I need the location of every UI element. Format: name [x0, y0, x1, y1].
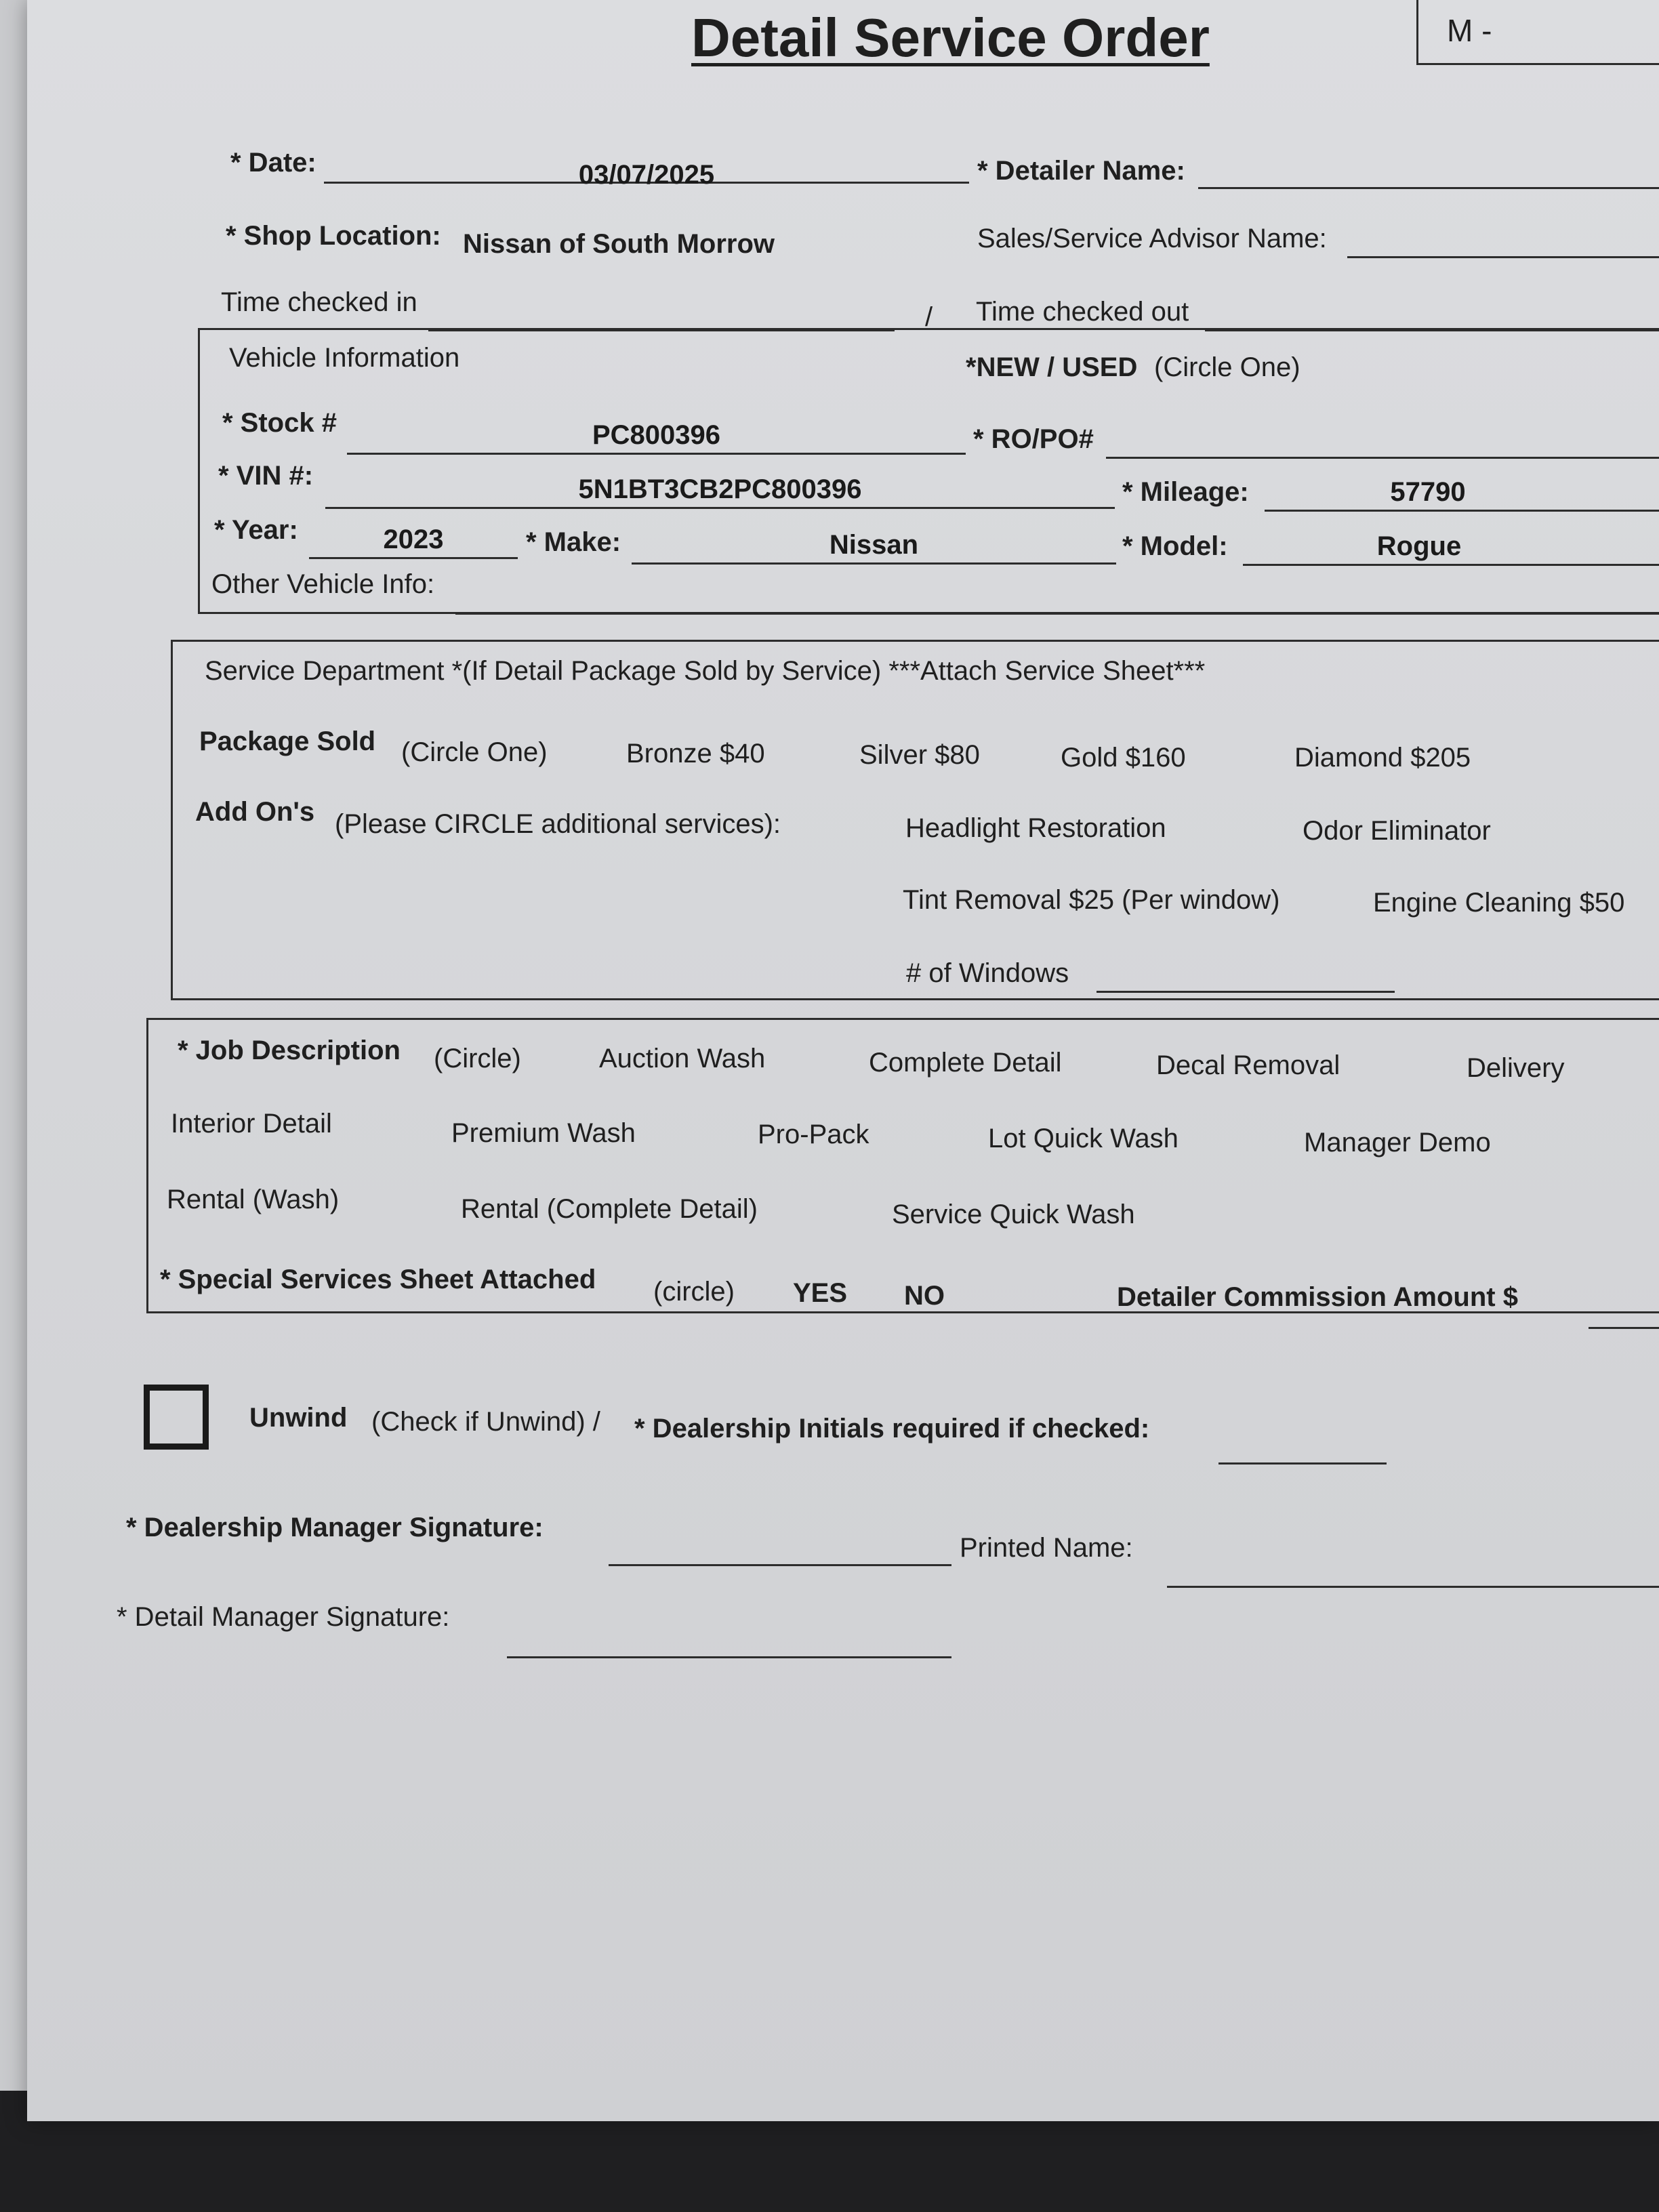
shop-location-value[interactable]: Nissan of South Morrow — [463, 229, 775, 259]
add-ons-hint: (Please CIRCLE additional services): — [335, 809, 781, 839]
addon-engine-cleaning[interactable]: Engine Cleaning $50 — [1373, 888, 1625, 918]
ropo-line[interactable] — [1106, 457, 1659, 459]
ropo-label: * RO/PO# — [973, 424, 1094, 454]
advisor-name-line[interactable] — [1347, 256, 1659, 258]
stock-line[interactable] — [347, 453, 966, 455]
other-info-label: Other Vehicle Info: — [211, 569, 435, 599]
job-description-label: * Job Description — [178, 1036, 401, 1065]
form-title: Detail Service Order — [691, 7, 1210, 68]
job-circle-hint: (Circle) — [434, 1044, 521, 1073]
addon-tint-removal[interactable]: Tint Removal $25 (Per window) — [903, 885, 1280, 915]
detailer-name-label: * Detailer Name: — [977, 156, 1185, 186]
package-diamond[interactable]: Diamond $205 — [1294, 743, 1471, 773]
unwind-label: Unwind — [249, 1403, 348, 1433]
job-lot-quick-wash[interactable]: Lot Quick Wash — [988, 1124, 1179, 1153]
package-sold-label: Package Sold — [199, 726, 376, 756]
windows-count-line[interactable] — [1097, 991, 1395, 993]
package-bronze[interactable]: Bronze $40 — [626, 739, 765, 769]
dealership-initials-label: * Dealership Initials required if checked: — [634, 1414, 1150, 1443]
shop-location-label: * Shop Location: — [226, 221, 441, 251]
job-delivery[interactable]: Delivery — [1467, 1053, 1565, 1083]
dealership-initials-line[interactable] — [1218, 1462, 1387, 1465]
package-circle-hint: (Circle One) — [401, 737, 548, 767]
special-services-yes[interactable]: YES — [793, 1278, 848, 1308]
make-line[interactable] — [632, 562, 1116, 565]
vehicle-info-label: Vehicle Information — [229, 343, 460, 373]
time-in-label: Time checked in — [221, 287, 417, 317]
unwind-checkbox[interactable] — [144, 1385, 209, 1450]
mileage-line[interactable] — [1265, 510, 1659, 512]
special-services-hint: (circle) — [653, 1277, 735, 1307]
make-label: * Make: — [526, 527, 621, 557]
vin-value[interactable]: 5N1BT3CB2PC800396 — [578, 474, 862, 504]
model-value[interactable]: Rogue — [1376, 531, 1462, 561]
model-label: * Model: — [1122, 531, 1228, 561]
package-silver[interactable]: Silver $80 — [859, 740, 980, 770]
service-heading: Service Department *(If Detail Package Sold by Service) ***Attach Service Sheet*** — [205, 656, 1206, 686]
job-complete-detail[interactable]: Complete Detail — [869, 1048, 1062, 1078]
add-ons-label: Add On's — [195, 797, 315, 827]
addon-headlight-restoration[interactable]: Headlight Restoration — [905, 813, 1166, 843]
package-gold[interactable]: Gold $160 — [1061, 743, 1186, 773]
year-label: * Year: — [214, 515, 298, 545]
stock-value[interactable]: PC800396 — [592, 420, 721, 450]
circle-one-hint: (Circle One) — [1154, 352, 1300, 382]
printed-name-label: Printed Name: — [960, 1533, 1133, 1563]
job-pro-pack[interactable]: Pro-Pack — [758, 1120, 869, 1149]
make-value[interactable]: Nissan — [829, 530, 919, 560]
detailer-name-line[interactable] — [1198, 187, 1659, 189]
time-separator: / — [925, 302, 933, 332]
mileage-value[interactable]: 57790 — [1390, 477, 1466, 507]
new-used-option[interactable]: *NEW / USED — [966, 352, 1138, 382]
other-info-line[interactable] — [455, 613, 1659, 615]
detail-manager-signature-line[interactable] — [507, 1656, 951, 1658]
special-services-label: * Special Services Sheet Attached — [160, 1265, 596, 1294]
job-service-quick-wash[interactable]: Service Quick Wash — [892, 1200, 1135, 1229]
special-services-no[interactable]: NO — [904, 1281, 945, 1311]
printed-name-line[interactable] — [1167, 1586, 1659, 1588]
job-decal-removal[interactable]: Decal Removal — [1156, 1050, 1340, 1080]
mileage-label: * Mileage: — [1122, 477, 1249, 507]
order-number-prefix: M - — [1447, 13, 1492, 48]
job-rental-complete-detail[interactable]: Rental (Complete Detail) — [461, 1194, 758, 1224]
commission-amount-line[interactable] — [1589, 1327, 1659, 1329]
year-value[interactable]: 2023 — [383, 525, 444, 554]
date-value[interactable]: 03/07/2025 — [578, 160, 715, 190]
job-interior-detail[interactable]: Interior Detail — [171, 1109, 332, 1139]
vin-line[interactable] — [325, 507, 1115, 509]
manager-signature-label: * Dealership Manager Signature: — [126, 1513, 544, 1542]
advisor-name-label: Sales/Service Advisor Name: — [977, 224, 1327, 253]
manager-signature-line[interactable] — [609, 1564, 951, 1566]
commission-amount-label: Detailer Commission Amount $ — [1117, 1282, 1518, 1312]
job-manager-demo[interactable]: Manager Demo — [1304, 1128, 1491, 1158]
year-line[interactable] — [309, 557, 518, 559]
addon-odor-eliminator[interactable]: Odor Eliminator — [1303, 816, 1491, 846]
job-rental-wash[interactable]: Rental (Wash) — [167, 1185, 340, 1214]
job-premium-wash[interactable]: Premium Wash — [451, 1118, 636, 1148]
time-out-label: Time checked out — [976, 297, 1189, 327]
stock-label: * Stock # — [222, 408, 337, 438]
detail-manager-signature-label: * Detail Manager Signature: — [117, 1602, 450, 1632]
unwind-hint: (Check if Unwind) / — [371, 1407, 600, 1437]
model-line[interactable] — [1243, 564, 1659, 566]
date-label: * Date: — [230, 148, 316, 178]
windows-count-label: # of Windows — [906, 958, 1069, 988]
job-auction-wash[interactable]: Auction Wash — [599, 1044, 766, 1073]
vin-label: * VIN #: — [218, 461, 314, 491]
